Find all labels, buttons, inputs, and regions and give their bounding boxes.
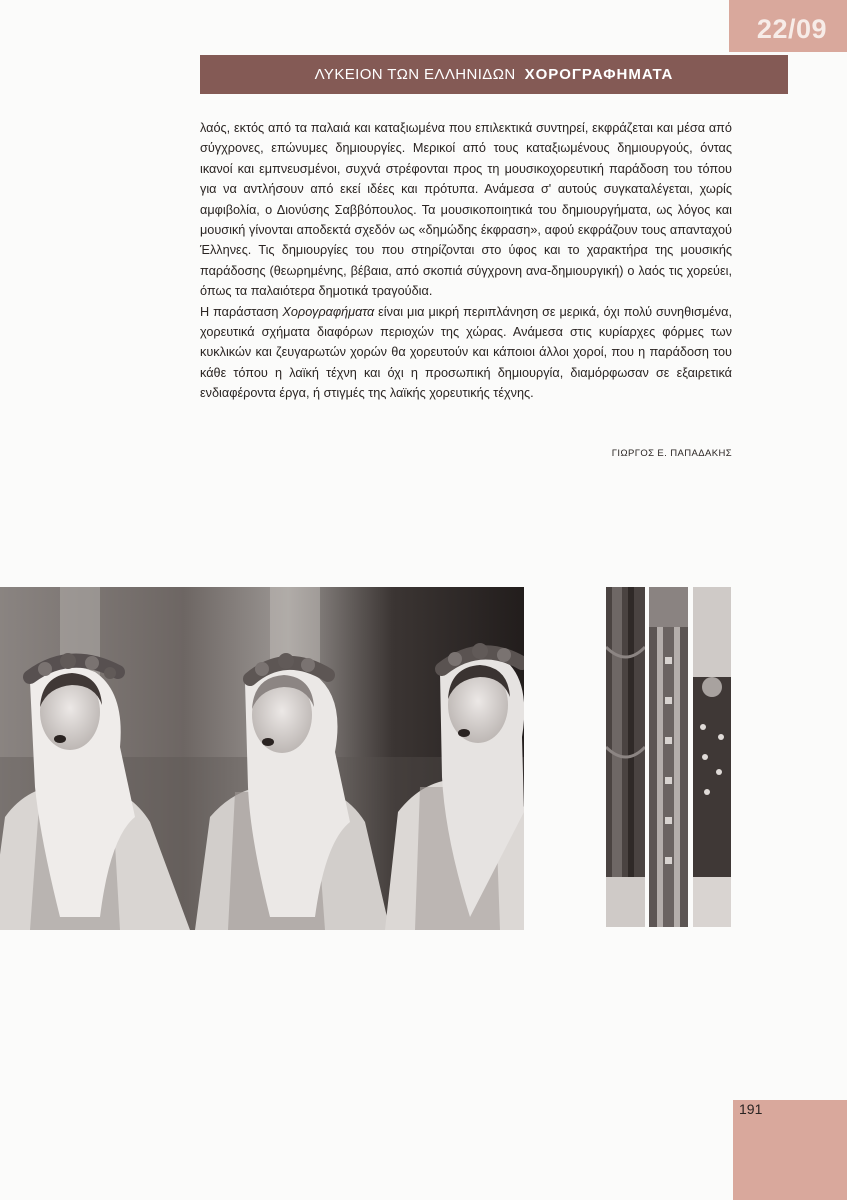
running-header <box>200 55 788 94</box>
paragraph-2-start: Η παράσταση <box>200 304 283 319</box>
costume-strip-1 <box>606 587 645 927</box>
header-section: ΧΟΡΟΓΡΑΦΗΜΑΤΑ <box>524 66 674 83</box>
costume-strip-3-drawing <box>693 587 731 927</box>
issue-tab <box>729 0 847 52</box>
costume-strip-2 <box>649 587 688 927</box>
article-author: ΓΙΩΡΓΟΣ Ε. ΠΑΠΑΔΑΚΗΣ <box>611 448 732 459</box>
performers-photo <box>0 587 524 930</box>
costume-strip-2-drawing <box>649 587 688 927</box>
show-title: Χορογραφήματα <box>282 304 375 319</box>
article-body <box>200 118 732 404</box>
page-number-tab <box>733 1100 847 1200</box>
header-publication: ΛΥΚΕΙΟΝ ΤΩΝ ΕΛΛΗΝΙΔΩΝ <box>314 66 516 83</box>
costume-strip-3 <box>693 587 731 927</box>
article-paragraph-2 <box>200 302 732 404</box>
issue-number: 22/09 <box>756 14 827 44</box>
page-number: 191 <box>739 1101 763 1117</box>
performers-photo-drawing <box>0 587 524 930</box>
paragraph-2-rest: είναι μια μικρή περιπλάνηση σε μερικά, όχι πολύ συνηθισμένα, χορευτικά σχήματα διαφόρων περιοχών της χώρας. Ανάμεσα στις κυρίαρχες φόρμες των κυκλικών και ζευγαρωτών χορών θα χορευτούν και κάποιοι άλλοι χοροί, που η παράδοση του κάθε τόπου η λαϊκή τέχνη και όχι η προσωπική δημιουργία, διαμόρφωσαν σε εξαιρετικά ενδιαφέροντα έργα, ή στιγμές της λαϊκής χορευτικής τέχνης. <box>200 304 732 401</box>
costume-strip-1-drawing <box>606 587 645 927</box>
article-paragraph-1: λαός, εκτός από τα παλαιά και καταξιωμένα που επιλεκτικά συντηρεί, εκφράζεται και μέσα από σύγχρονες, επώνυμες δημιουργίες. Μερικοί από τους καταξιωμένους δημιουργούς, όντας ικανοί και εμπνευσμένοι, συχνά στρέφονται προς τη μουσικοχορευτική παράδοση του τόπου για να αντλήσουν από εκεί ιδέες και πρότυπα. Ανάμεσα σ' αυτούς συγκαταλέγεται, χωρίς αμφιβολία, ο Διονύσης Σαββόπουλος. Τα μουσικοποιητικά του δημιουργήματα, ως λόγος και μουσική γίνονται αποδεκτά σχεδόν ως «δημώδης έκφραση», αφού εκφράζουν τους απανταχού Έλληνες. Τις δημιουργίες του που στηρίζονται στο ύφος και το χαρακτήρα της μουσικής παράδοσης (θεωρημένης, βέβαια, από σκοπιά σύγχρονη ανα-δημιουργική) ο λαός τις χορεύει, όπως τα παλαιότερα δημοτικά τραγούδια. <box>200 121 732 299</box>
